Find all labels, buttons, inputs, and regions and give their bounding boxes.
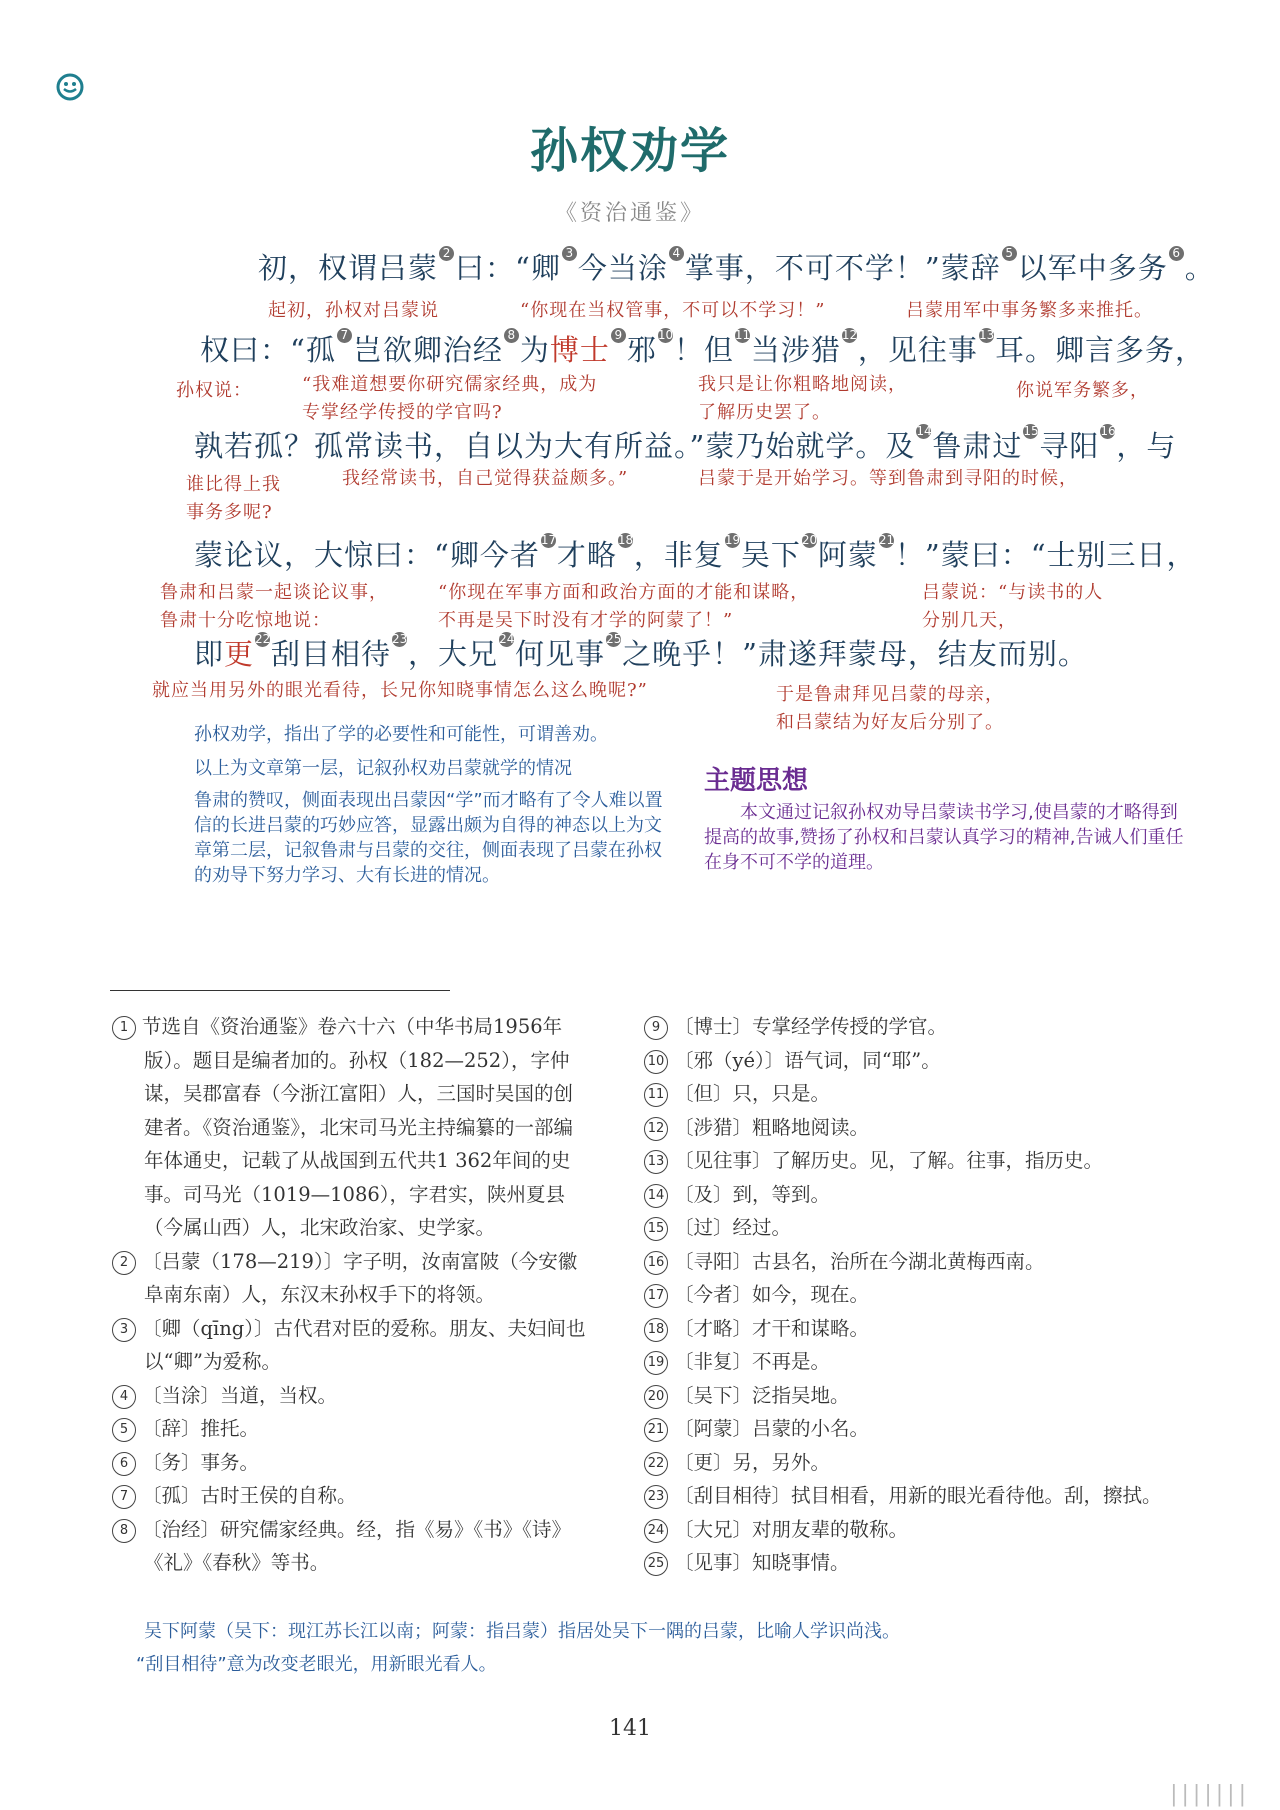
annotation: 我经常读书，自己觉得获益颇多。” <box>342 468 629 489</box>
footnote-text: 〔治经〕研究儒家经典。经，指《易》《书》《诗》《礼》《春秋》等书。 <box>142 1517 572 1574</box>
footnote-item <box>644 1044 1184 1078</box>
footnote-text: 节选自《资治通鉴》卷六十六（中华书局1956年版）。题目是编者加的。孙权（182—252），字仲谋，吴郡富春（今浙江富阳）人，三国时吴国的创建者。《资治通鉴》，北宋司马光主持编纂的一部编年体通史，记载了从战国到五代共1 362年间的史事。司马光（1019—1086），字君实，陕州夏县（今属山西）人，北宋政治家、史学家。 <box>142 1015 574 1239</box>
footnote-separator <box>110 990 450 991</box>
annotation: 鲁肃十分吃惊地说： <box>160 610 331 631</box>
analysis-note: 孙权劝学，指出了学的必要性和可能性，可谓善劝。 <box>194 724 608 745</box>
footnote-number: 1 <box>112 1016 136 1040</box>
footnote-text: 〔今者〕如今，现在。 <box>674 1283 870 1306</box>
footnote-item <box>112 1513 592 1580</box>
page-edge-marks: ||||||| <box>1170 1782 1250 1807</box>
footnote-item <box>644 1479 1184 1513</box>
footnote-number: 22 <box>644 1452 668 1476</box>
footnote-item <box>644 1211 1184 1245</box>
annotation: 吕蒙说：“与读书的人 <box>922 582 1104 603</box>
bottom-note: “刮目相待”意为改变老眼光，用新眼光看人。 <box>136 1654 497 1675</box>
footnote-text: 〔才略〕才干和谋略。 <box>674 1316 870 1340</box>
footnote-text: 〔大兄〕对朋友辈的敬称。 <box>674 1517 909 1541</box>
annotation: 于是鲁肃拜见吕蒙的母亲， <box>776 684 1004 705</box>
footnote-number: 20 <box>644 1385 668 1409</box>
footnote-text: 〔邪（yé）〕语气词，同“耶”。 <box>674 1048 941 1072</box>
footnote-text: 〔当涂〕当道，当权。 <box>142 1383 338 1407</box>
footnote-number: 11 <box>644 1083 668 1107</box>
footnote-item <box>644 1245 1184 1279</box>
footnote-text: 〔更〕另，另外。 <box>674 1450 831 1474</box>
footnote-item <box>112 1245 592 1312</box>
footnote-item <box>644 1345 1184 1379</box>
footnote-item <box>644 1178 1184 1212</box>
footnote-text: 〔吕蒙（178—219）〕字子明，汝南富陂（今安徽阜南东南）人，东汉末孙权手下的将领。 <box>142 1249 578 1306</box>
footnote-item <box>112 1446 592 1480</box>
footnote-item <box>644 1513 1184 1547</box>
footnote-text: 〔涉猎〕粗略地阅读。 <box>674 1115 870 1139</box>
footnotes-right <box>644 1010 1184 1580</box>
annotation: 我只是让你粗略地阅读， <box>698 374 907 395</box>
footnote-number: 16 <box>644 1251 668 1275</box>
footnote-number: 18 <box>644 1318 668 1342</box>
footnote-text: 〔刮目相待〕拭目相看，用新的眼光看待他。刮，擦拭。 <box>674 1484 1162 1507</box>
footnote-item <box>644 1546 1184 1580</box>
classical-line-1: 初，权谓吕蒙 $^2$ 曰：“卿 $^3$ 今当涂 $^4$ 掌事，不可不学！”蒙辞 $^5$ 以军中多务 $^6$ 。 <box>258 246 1215 285</box>
footnote-number: 10 <box>644 1050 668 1074</box>
annotation: 就应当用另外的眼光看待，长兄你知晓事情怎么这么晚呢?” <box>152 680 648 701</box>
footnote-item <box>644 1412 1184 1446</box>
annotation: 起初，孙权对吕蒙说 <box>268 300 439 321</box>
annotation: 你说军务繁多， <box>1016 380 1149 401</box>
analysis-note: 以上为文章第一层，记叙孙权劝吕蒙就学的情况 <box>194 758 572 779</box>
footnote-item <box>112 1379 592 1413</box>
footnote-text: 〔阿蒙〕吕蒙的小名。 <box>674 1417 870 1440</box>
footnote-text: 〔寻阳〕古县名，治所在今湖北黄梅西南。 <box>674 1249 1045 1273</box>
footnote-text: 〔辞〕推托。 <box>142 1417 260 1440</box>
footnote-text: 〔但〕只，只是。 <box>674 1082 831 1105</box>
footnote-number: 4 <box>112 1385 136 1409</box>
theme-text: 本文通过记叙孙权劝导吕蒙读书学习,使昌蒙的才略得到提高的故事,赞扬了孙权和吕蒙认真学习的精神,告诫人们重任在身不可不学的道理。 <box>704 802 1184 873</box>
footnote-item <box>644 1312 1184 1346</box>
footnote-text: 〔及〕到，等到。 <box>674 1182 831 1206</box>
footnote-item <box>112 1312 592 1379</box>
page-number: 141 <box>609 1716 651 1741</box>
footnote-number: 9 <box>644 1016 668 1040</box>
annotation: “你现在当权管事，不可以不学习！” <box>520 300 826 321</box>
footnote-item <box>112 1010 592 1245</box>
footnote-number: 13 <box>644 1150 668 1174</box>
footnotes-left <box>112 1010 592 1580</box>
annotation: 鲁肃和吕蒙一起谈论议事， <box>160 582 388 603</box>
footnote-number: 2 <box>112 1251 136 1275</box>
footnote-number: 24 <box>644 1519 668 1543</box>
footnote-number: 7 <box>112 1485 136 1509</box>
page-title: 孙权劝学 <box>529 123 730 179</box>
annotation: 吕蒙于是开始学习。等到鲁肃到寻阳的时候， <box>698 468 1078 489</box>
annotation: 孙权说： <box>176 380 252 401</box>
annotation: “你现在军事方面和政治方面的才能和谋略， <box>438 582 810 603</box>
classical-line-5: 即更$^{22}$刮目相待$^{23}$，大兄$^{24}$何见事$^{25}$之晚乎！”肃遂拜蒙母，结友而别。 <box>194 632 1088 671</box>
footnote-item <box>644 1111 1184 1145</box>
bottom-note: 吴下阿蒙（吴下：现江苏长江以南；阿蒙：指吕蒙）指居处吴下一隅的吕蒙，比喻人学识尚浅。 <box>144 1621 900 1642</box>
annotation: 和吕蒙结为好友后分别了。 <box>776 712 1004 733</box>
footnote-number: 19 <box>644 1351 668 1375</box>
footnote-number: 23 <box>644 1485 668 1509</box>
annotation: 专掌经学传授的学官吗? <box>302 402 503 423</box>
footnote-text: 〔吴下〕泛指吴地。 <box>674 1383 850 1407</box>
annotation: 吕蒙用军中事务繁多来推托。 <box>906 300 1153 321</box>
footnote-number: 5 <box>112 1418 136 1442</box>
footnote-item <box>644 1010 1184 1044</box>
footnote-number: 21 <box>644 1418 668 1442</box>
source-subtitle: 《资治通鉴》 <box>554 201 705 226</box>
footnote-item <box>644 1077 1184 1111</box>
footnote-number: 14 <box>644 1184 668 1208</box>
footnote-text: 〔非复〕不再是。 <box>674 1350 831 1373</box>
annotation: 分别几天， <box>922 610 1017 631</box>
footnote-text: 〔见往事〕了解历史。见，了解。往事，指历史。 <box>674 1149 1104 1172</box>
footnote-item <box>644 1446 1184 1480</box>
footnote-text: 〔过〕经过。 <box>674 1216 792 1239</box>
classical-line-4: 蒙论议，大惊曰：“卿今者$^{17}$才略$^{18}$，非复$^{19}$吴下$^{20}$阿蒙$^{21}$！”蒙曰：“士别三日， <box>194 533 1197 572</box>
footnote-item <box>644 1278 1184 1312</box>
footnote-item <box>644 1144 1184 1178</box>
classical-line-2: 权曰：“孤 $^7$ 岂欲卿治经 $^8$ 为博士 $^9$ 邪$^{10}$！但$^{11}$当涉猎$^{12}$，见往事$^{13}$耳。卿言多务， <box>200 328 1205 367</box>
footnote-number: 12 <box>644 1117 668 1141</box>
smiley-icon <box>55 72 85 102</box>
annotation: 不再是吴下时没有才学的阿蒙了！” <box>438 610 734 631</box>
footnote-text: 〔见事〕知晓事情。 <box>674 1551 850 1574</box>
footnote-number: 8 <box>112 1519 136 1543</box>
analysis-note: 鲁肃的赞叹，侧面表现出吕蒙因“学”而才略有了令人难以置信的长进吕蒙的巧妙应答，显露出颇为自得的神态以上为文章第二层，记叙鲁肃与吕蒙的交往，侧面表现了吕蒙在孙权的劝导下努力学习、大有长进的情况。 <box>194 790 663 886</box>
footnote-number: 17 <box>644 1284 668 1308</box>
footnote-number: 15 <box>644 1217 668 1241</box>
footnote-text: 〔卿（qīng）〕古代君对臣的爱称。朋友、夫妇间也以“卿”为爱称。 <box>142 1316 586 1373</box>
footnote-item <box>112 1479 592 1513</box>
footnote-number: 6 <box>112 1452 136 1476</box>
footnote-item <box>644 1379 1184 1413</box>
footnote-number: 25 <box>644 1552 668 1576</box>
footnote-text: 〔博士〕专掌经学传授的学官。 <box>674 1015 948 1038</box>
footnote-text: 〔孤〕古时王侯的自称。 <box>142 1484 357 1507</box>
annotation: 了解历史罢了。 <box>698 402 831 423</box>
annotation: 谁比得上我 <box>186 474 281 495</box>
footnote-text: 〔务〕事务。 <box>142 1450 260 1474</box>
annotation: 事务多呢? <box>186 502 273 523</box>
theme-heading: 主题思想 <box>704 766 809 796</box>
footnote-number: 3 <box>112 1318 136 1342</box>
footnote-item <box>112 1412 592 1446</box>
annotation: “我难道想要你研究儒家经典，成为 <box>302 374 598 395</box>
classical-line-3: 孰若孤？孤常读书，自以为大有所益。”蒙乃始就学。及$^{14}$鲁肃过$^{15}$寻阳$^{16}$，与 <box>194 424 1177 463</box>
